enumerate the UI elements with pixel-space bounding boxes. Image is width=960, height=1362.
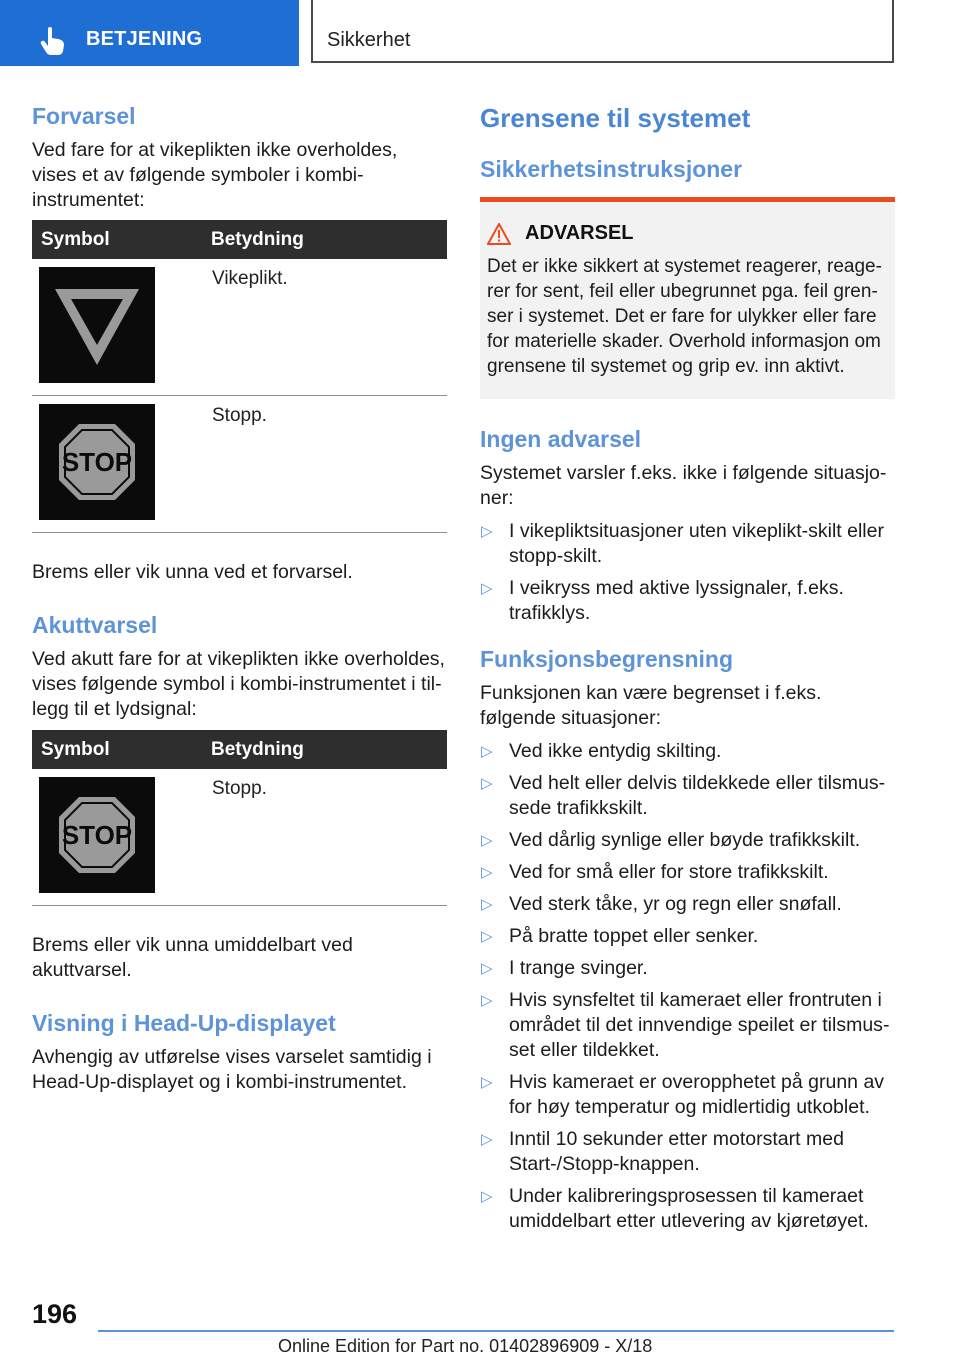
list-item: ▷ Hvis kameraet er overopphetet på grunn av for høy temperatur og midlertidig utkoblet. — [481, 1071, 885, 1118]
forvarsel-symbol-table — [32, 220, 447, 533]
triangle-bullet-icon: ▷ — [481, 960, 493, 977]
warning-triangle-icon — [487, 223, 511, 245]
list-item: ▷ Ved dårlig synlige eller bøyde trafikkskilt. — [481, 829, 861, 851]
triangle-bullet-icon: ▷ — [481, 1131, 493, 1148]
akuttvarsel-symbol-table — [32, 730, 447, 906]
ingen-advarsel-intro: Systemet varsler f.eks. ikke i følgende situasjoner: — [480, 462, 887, 509]
list-item: ▷ Under kalibreringsprosessen til kameraet umiddelbart etter utlevering av kjøretøyet. — [481, 1185, 869, 1232]
triangle-bullet-icon: ▷ — [481, 1074, 493, 1091]
right-column — [480, 103, 895, 1241]
footer-divider — [98, 1330, 894, 1332]
hud-text: Avhengig av utførelse vises varselet samtidig i Head-Up-displayet og i kombi-instrumentet. — [32, 1046, 432, 1093]
table-header-meaning: Betydning — [202, 220, 447, 259]
ingen-advarsel-list — [480, 519, 895, 626]
list-item: ▷ I trange svinger. — [481, 957, 648, 979]
list-item: ▷ Ved ikke entydig skilting. — [481, 740, 722, 762]
list-item: ▷ Hvis synsfeltet til kameraet eller frontruten i området til det innvendige speilet er tilsmusset eller tildekket. — [481, 989, 890, 1061]
hand-pointer-icon — [40, 27, 66, 55]
list-item: ▷ På bratte toppet eller senker. — [481, 925, 759, 947]
list-item: ▷ Ved for små eller for store trafikkskilt. — [481, 861, 829, 883]
table-header-meaning: Betydning — [202, 730, 447, 769]
triangle-bullet-icon: ▷ — [481, 523, 493, 540]
chapter-tab[interactable] — [0, 0, 299, 66]
svg-text:STOP: STOP — [61, 820, 133, 850]
forvarsel-after: Brems eller vik unna ved et forvarsel. — [32, 561, 353, 583]
triangle-bullet-icon: ▷ — [481, 580, 493, 597]
list-item: ▷ Ved sterk tåke, yr og regn eller snøfall. — [481, 893, 842, 915]
funksjonsbegrensning-intro: Funksjonen kan være begrenset i f.eks. følgende situasjoner: — [480, 682, 822, 729]
chapter-tab-label: BETJENING — [86, 28, 203, 50]
triangle-bullet-icon: ▷ — [481, 743, 493, 760]
forvarsel-intro: Ved fare for at vikeplikten ikke overholdes, vises et av følgende symboler i kombi-instrumentet: — [32, 139, 398, 211]
warning-text: Det er ikke sikkert at systemet reagerer, reagerer for sent, feil eller ubegrunnet pga. feil grenser i systemet. Det er fare for ulykker eller fare for materielle skader. Overhold informasjon om grensene til systemet og grip ev. inn aktivt. — [487, 256, 882, 377]
yield-sign-icon — [39, 267, 155, 383]
list-item: ▷ I vikepliktsituasjoner uten vikeplikt-skilt eller stopp-skilt. — [481, 520, 884, 567]
safety-instructions-heading: Sikkerhetsinstruksjoner — [480, 156, 743, 182]
akuttvarsel-heading: Akuttvarsel — [32, 612, 158, 638]
table-cell-meaning: Stopp. — [202, 396, 447, 533]
akuttvarsel-after: Brems eller vik unna umiddelbart ved akuttvarsel. — [32, 934, 353, 981]
triangle-bullet-icon: ▷ — [481, 896, 493, 913]
table-cell-meaning: Vikeplikt. — [202, 259, 447, 396]
svg-text:STOP: STOP — [61, 447, 133, 477]
stop-sign-icon — [39, 404, 155, 520]
table-header-symbol: Symbol — [32, 220, 202, 259]
list-item: ▷ Inntil 10 sekunder etter motorstart med Start-/Stopp-knappen. — [481, 1128, 844, 1175]
table-row — [32, 396, 447, 533]
table-row — [32, 769, 447, 906]
table-cell-meaning: Stopp. — [202, 769, 447, 906]
funksjonsbegrensning-list — [480, 739, 895, 1234]
stop-sign-icon — [39, 777, 155, 893]
ingen-advarsel-heading: Ingen advarsel — [480, 426, 642, 452]
warning-label: ADVARSEL — [525, 222, 634, 244]
page-number: 196 — [32, 1299, 78, 1329]
triangle-bullet-icon: ▷ — [481, 928, 493, 945]
forvarsel-heading: Forvarsel — [32, 103, 136, 129]
triangle-bullet-icon: ▷ — [481, 864, 493, 881]
akuttvarsel-intro: Ved akutt fare for at vikeplikten ikke overholdes, vises følgende symbol i kombi-instrumentet i tillegg til et lydsignal: — [32, 648, 445, 720]
left-column — [32, 103, 447, 1095]
triangle-bullet-icon: ▷ — [481, 775, 493, 792]
system-limits-title: Grensene til systemet — [480, 103, 751, 133]
section-header — [311, 0, 894, 63]
triangle-bullet-icon: ▷ — [481, 832, 493, 849]
section-title: Sikkerhet — [327, 29, 411, 51]
hud-heading: Visning i Head-Up-displayet — [32, 1010, 336, 1036]
table-row — [32, 259, 447, 396]
warning-box — [480, 197, 895, 399]
triangle-bullet-icon: ▷ — [481, 1188, 493, 1205]
edition-note: Online Edition for Part no. 01402896909 - X/18 — [278, 1336, 653, 1356]
funksjonsbegrensning-heading: Funksjonsbegrensning — [480, 646, 734, 672]
table-header-symbol: Symbol — [32, 730, 202, 769]
list-item: ▷ I veikryss med aktive lyssignaler, f.eks. trafikklys. — [481, 577, 844, 624]
triangle-bullet-icon: ▷ — [481, 992, 493, 1009]
list-item: ▷ Ved helt eller delvis tildekkede eller tilsmussede trafikkskilt. — [481, 772, 886, 819]
